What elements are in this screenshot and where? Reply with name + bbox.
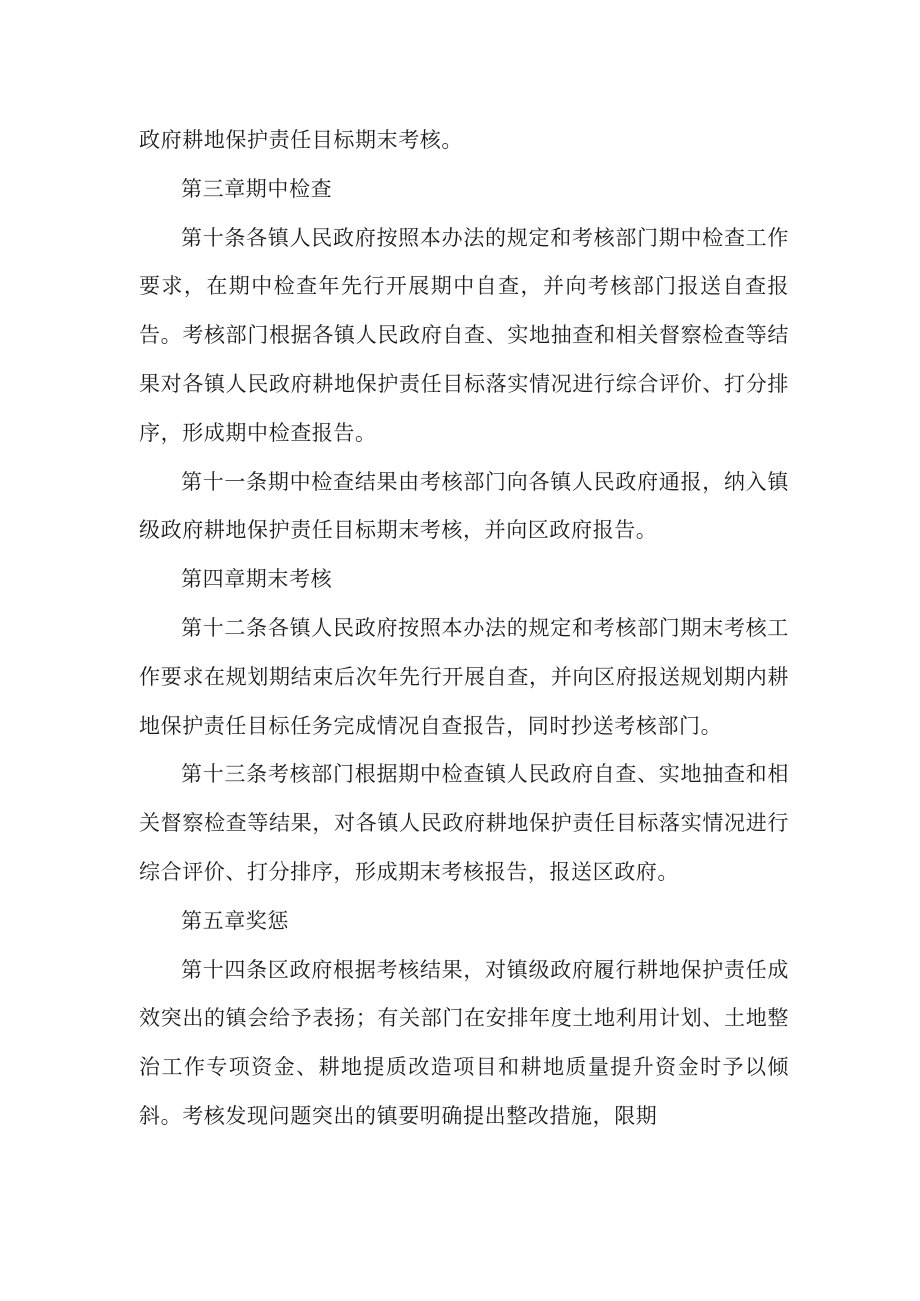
article-14: 第十四条区政府根据考核结果，对镇级政府履行耕地保护责任成效突出的镇会给予表扬；有关部门在安排年度土地利用计划、土地整治工作专项资金、耕地提质改造项目和耕地质量提升资金时予以倾斜。考核发现问题突出的镇要明确提出整改措施，限期 xyxy=(139,957,789,1128)
document-body xyxy=(139,116,789,1141)
chapter-heading-5: 第五章奖惩 xyxy=(181,908,289,933)
article-12: 第十二条各镇人民政府按照本办法的规定和考核部门期末考核工作要求在规划期结束后次年先行开展自查，并向区府报送规划期内耕地保护责任目标任务完成情况自查报告，同时抄送考核部门。 xyxy=(139,615,789,738)
chapter-heading-4: 第四章期末考核 xyxy=(181,567,333,592)
article-10: 第十条各镇人民政府按照本办法的规定和考核部门期中检查工作要求，在期中检查年先行开展期中自查，并向考核部门报送自查报告。考核部门根据各镇人民政府自查、实地抽查和相关督察检查等结果对各镇人民政府耕地保护责任目标落实情况进行综合评价、打分排序，形成期中检查报告。 xyxy=(139,225,789,445)
paragraph-continuation: 政府耕地保护责任目标期末考核。 xyxy=(139,128,463,152)
chapter-heading-3: 第三章期中检查 xyxy=(181,176,333,201)
article-13: 第十三条考核部门根据期中检查镇人民政府自查、实地抽查和相关督察检查等结果，对各镇人民政府耕地保护责任目标落实情况进行综合评价、打分排序，形成期末考核报告，报送区政府。 xyxy=(139,762,789,884)
article-11: 第十一条期中检查结果由考核部门向各镇人民政府通报，纳入镇级政府耕地保护责任目标期末考核，并向区政府报告。 xyxy=(139,469,789,543)
